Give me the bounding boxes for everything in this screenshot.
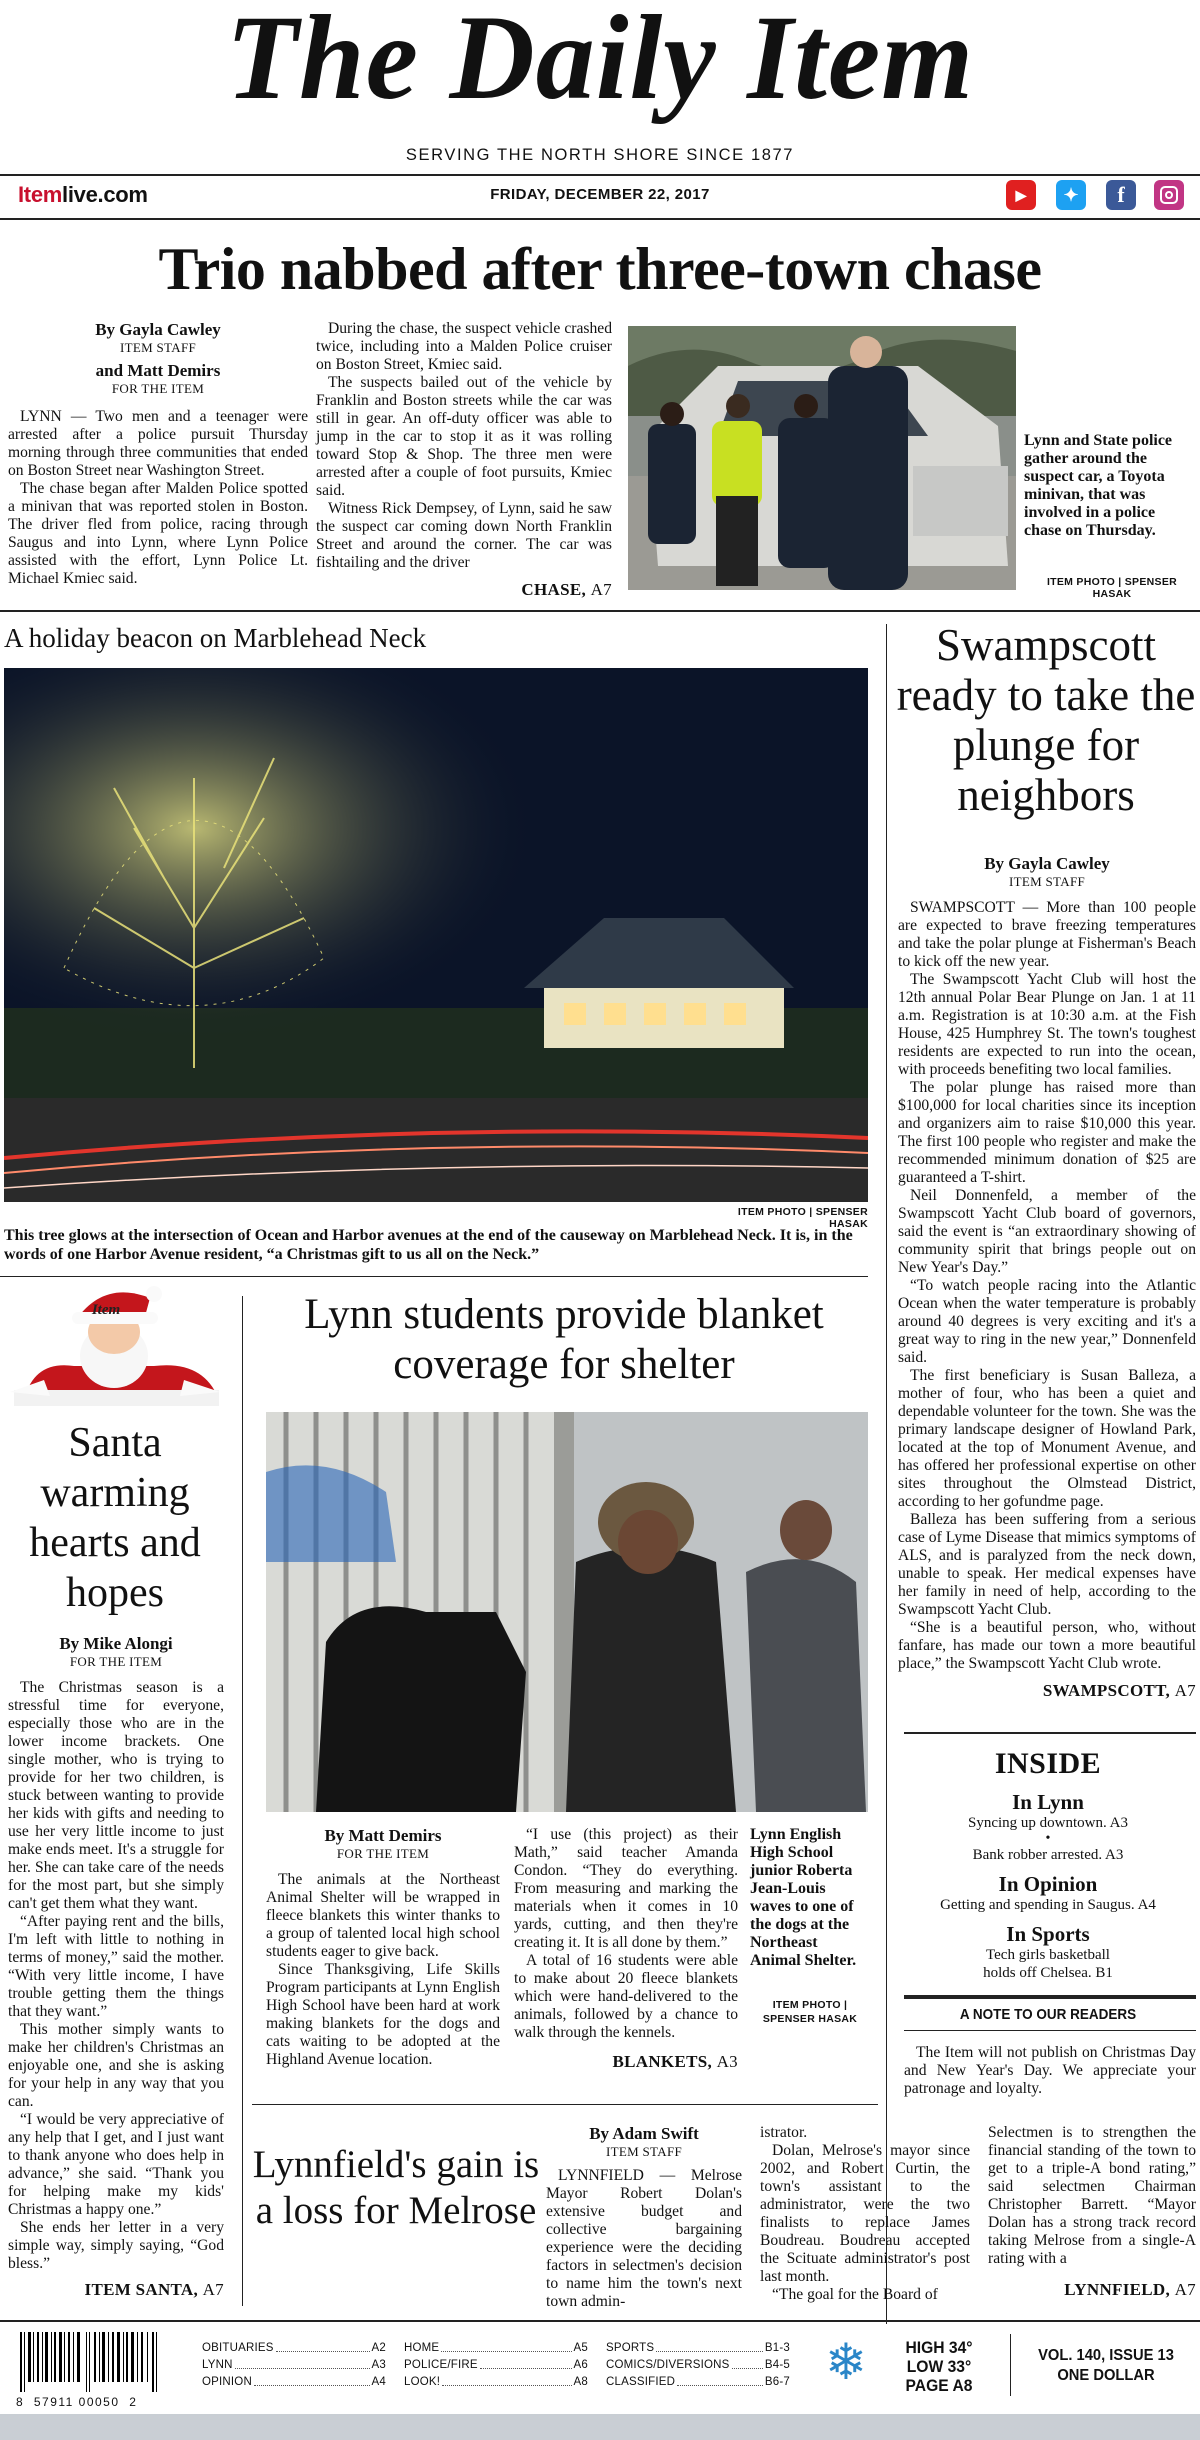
blankets-col1-text: The animals at the Northeast Animal Shelter will be wrapped in fleece blankets this winter thanks to a group of talented local high school students eager to give back. Since Thanksgiving, Life Skills Program participants at Lynn English High School have been hard at work making blankets for the dogs and cats waiting to be adopted at the Highland Avenue location. xyxy=(266,1871,500,2068)
lynnfield-rule xyxy=(252,2104,878,2105)
blankets-headline[interactable]: Lynn students provide blanket coverage for shelter xyxy=(304,1291,824,1388)
lynnfield-byline: By Adam Swift xyxy=(589,2124,699,2143)
lead-col2-text: During the chase, the suspect vehicle crashed twice, including into a Malden Police cruiser on Boston Street, Kmiec said. The suspects bailed out of the vehicle by Franklin and Boston streets while the car was still in gear. An off-duty officer was able to jump in the car to stop it as it was rolling toward Stop & Shop. The three men were arrested after a couple of foot pursuits, Kmiec said. Witness Rick Dempsey, of Lynn, said he saw the suspect car coming down North Franklin Street and around the corner. The car was fishtailing and the driver xyxy=(316,320,612,571)
lynnfield-col2-text: istrator. Dolan, Melrose's mayor since 2002, and Robert Curtin, the town's assistant to the administrator, were the two finalists to replace James Boudreau. Boudreau accepted the Scituate administrator's post last month. “The goal for the Board of xyxy=(760,2124,970,2303)
blankets-role: FOR THE ITEM xyxy=(336,1846,430,1861)
lead-role-1: ITEM STAFF xyxy=(120,340,196,355)
right-column-rule xyxy=(886,624,887,2324)
inside-rule xyxy=(904,1732,1196,1734)
swampscott-story xyxy=(898,854,1196,1701)
twitter-icon[interactable]: ✦ xyxy=(1056,180,1086,210)
issue-date: FRIDAY, DECEMBER 22, 2017 xyxy=(490,186,710,203)
lynnfield-col1-text: LYNNFIELD — Melrose Mayor Robert Dolan's extensive budget and collective bargaining experience were the deciding factors in selectmen's decision to name him the town's next town admin- xyxy=(546,2167,742,2310)
blankets-byline: By Matt Demirs xyxy=(324,1826,442,1845)
beacon-credit: ITEM PHOTO | SPENSER HASAK xyxy=(737,1206,868,1230)
beacon-caption: This tree glows at the intersection of Ocean and Harbor avenues at the end of the causeway on Marblehead Neck. It is, in the words of one Harbor Avenue resident, “a Christmas gift to us all on the Neck.” xyxy=(4,1227,853,1263)
beacon-rule xyxy=(0,1276,868,1277)
footer-index-col-1 xyxy=(202,2340,386,2391)
footer-rule xyxy=(0,2320,1200,2322)
beacon-headline[interactable]: A holiday beacon on Marblehead Neck xyxy=(4,623,427,653)
index-row[interactable]: LOOK! A8 xyxy=(404,2376,588,2388)
inside-section-opinion: In Opinion xyxy=(998,1872,1098,1896)
footer-divider xyxy=(1010,2334,1011,2396)
site-link[interactable]: Itemlive.com xyxy=(18,182,148,207)
lead-jump[interactable]: CHASE, A7 xyxy=(521,580,612,599)
inside-item[interactable]: holds off Chelsea. B1 xyxy=(983,1965,1113,1981)
santa-byline: By Mike Alongi xyxy=(59,1634,173,1653)
inside-item[interactable]: Bank robber arrested. A3 xyxy=(972,1847,1124,1863)
snowflake-icon: ❄ xyxy=(825,2334,867,2390)
barcode xyxy=(16,2332,164,2409)
santa-text: The Christmas season is a stressful time for everyone, especially those who are in the lower income brackets. One single mother, who is trying to provide for her two children, is stuck between wanting to provide her kids with gifts and needing to use her very little income to just make ends meet. It's a struggle for her. She can take care of the needs for the most part, but she simply can't get them what they want. “After paying rent and the bills, I'm left with little to nothing in terms of money,” said the mother. “With very little income, I have trouble getting them the things that they want.” This mother simply wants to make her children's Christmas an enjoyable one, and she is asking for your help in any way that you can. “I would be very appreciative of any help that I get, and I just want to thank anyone who does help in advance,” she said. “Thank you for helping make my kids' Christmas a happy one.” She ends her letter in a very simple way, simply saying, “God bless.” xyxy=(8,1679,224,2272)
santa-role: FOR THE ITEM xyxy=(69,1654,163,1669)
blankets-col-1 xyxy=(266,1826,500,2069)
masthead-rule-bottom xyxy=(0,218,1200,220)
swampscott-byline: By Gayla Cawley xyxy=(984,854,1110,873)
blankets-col-2 xyxy=(514,1826,738,2072)
lead-rule xyxy=(0,610,1200,612)
inside-section-lynn: In Lynn xyxy=(1012,1790,1084,1814)
volume-box xyxy=(1023,2346,1189,2386)
blankets-jump[interactable]: BLANKETS, A3 xyxy=(612,2052,738,2071)
lynnfield-headline[interactable]: Lynnfield's gain is a loss for Melrose xyxy=(252,2143,540,2232)
lead-col-2 xyxy=(316,320,612,600)
lynnfield-role: ITEM STAFF xyxy=(606,2144,682,2159)
santa-jump[interactable]: ITEM SANTA, A7 xyxy=(84,2280,224,2299)
price: ONE DOLLAR xyxy=(1057,2367,1155,2384)
swampscott-role: ITEM STAFF xyxy=(1009,874,1085,889)
lead-role-2: FOR THE ITEM xyxy=(111,381,205,396)
index-row[interactable]: HOME A5 xyxy=(404,2342,588,2354)
blankets-credit: ITEM PHOTO | SPENSER HASAK xyxy=(762,1999,858,2025)
note-title: A NOTE TO OUR READERS xyxy=(959,2006,1137,2023)
lead-col-1 xyxy=(8,320,308,588)
index-row[interactable]: SPORTS B1-3 xyxy=(606,2342,790,2354)
santa-hat-label: Item xyxy=(91,1302,121,1318)
masthead-tagline: SERVING THE NORTH SHORE SINCE 1877 xyxy=(405,146,795,164)
index-row[interactable]: LYNN A3 xyxy=(202,2359,386,2371)
lead-headline[interactable]: Trio nabbed after three-town chase xyxy=(158,236,1042,302)
bottom-strip xyxy=(0,2414,1200,2440)
weather-low: LOW 33° xyxy=(906,2357,972,2376)
santa-column-rule xyxy=(242,1296,243,2306)
volume-issue: VOL. 140, ISSUE 13 xyxy=(1038,2347,1174,2364)
facebook-icon[interactable]: f xyxy=(1106,180,1136,210)
lead-byline-1: By Gayla Cawley xyxy=(95,320,221,339)
note-text: The Item will not publish on Christmas Day and New Year's Day. We appreciate your patronage and loyalty. xyxy=(904,2044,1196,2097)
index-row[interactable]: COMICS/DIVERSIONS B4-5 xyxy=(606,2359,790,2371)
santa-illustration xyxy=(4,1280,226,1406)
lynnfield-col3-text: Selectmen is to strengthen the financial standing of the town to get to a triple-A bond rating,” said selectmen Chairman Christopher Barrett. “Mayor Dolan has a strong track record taking Melrose from a single-A rating with a xyxy=(988,2124,1196,2267)
lead-photo xyxy=(628,326,1016,590)
beacon-photo xyxy=(4,668,868,1202)
youtube-icon[interactable]: ▶ xyxy=(1006,180,1036,210)
lynnfield-col-1 xyxy=(546,2124,742,2311)
note-title-rule xyxy=(904,2030,1196,2031)
index-row[interactable]: POLICE/FIRE A6 xyxy=(404,2359,588,2371)
masthead-title: The Daily Item xyxy=(225,0,975,125)
inside-item[interactable]: Getting and spending in Saugus. A4 xyxy=(940,1897,1156,1913)
blankets-caption: Lynn English High School junior Roberta Jean-Louis waves to one of the dogs at the Northeast Animal Shelter. xyxy=(750,1826,857,1969)
inside-section-sports: In Sports xyxy=(1006,1922,1090,1946)
index-row[interactable]: CLASSIFIED B6-7 xyxy=(606,2376,790,2388)
santa-headline[interactable]: Santa warming hearts and hopes xyxy=(29,1420,201,1616)
lead-credit: ITEM PHOTO | SPENSER HASAK xyxy=(1046,576,1178,600)
weather-high: HIGH 34° xyxy=(905,2338,973,2357)
index-row[interactable]: OPINION A4 xyxy=(202,2376,386,2388)
weather-page: PAGE A8 xyxy=(905,2376,973,2395)
inside-title: INSIDE xyxy=(994,1747,1102,1780)
bullet-icon: • xyxy=(1045,1831,1051,1846)
barcode-digits: 8 57911 00050 2 xyxy=(16,2395,138,2409)
footer-index-col-2 xyxy=(404,2340,588,2391)
inside-item[interactable]: Tech girls basketball xyxy=(986,1947,1110,1963)
index-row[interactable]: OBITUARIES A2 xyxy=(202,2342,386,2354)
blankets-col2-text: “I use (this project) as their Math,” said teacher Amanda Condon. “They do everything. From measuring and marking the materials when it comes in 10 yards, cutting, and then they're creating it. It is all done by them.” A total of 16 students were able to make about 20 fleece blankets which were hand-delivered to the animals, followed by a chance to walk through the kennels. xyxy=(514,1826,738,2041)
swampscott-text: SWAMPSCOTT — More than 100 people are expected to brave freezing temperatures and take the polar plunge at Fisherman's Beach to kick off the new year. The Swampscott Yacht Club will host the 12th annual Polar Bear Plunge on Jan. 1 at 11 a.m. Registration is at 10:30 a.m. at the Fish House, 425 Humphrey St. The town's toughest residents are expected to run into the ocean, with proceeds benefiting two local families. The polar plunge has raised more than $100,000 for local charities since its inception and organizers aim to raise $10,000 this year. The first 100 people who register and make the recommended minimum donation of $25 are guaranteed a T-shirt. Neil Donnenfeld, a member of the Swampscott Yacht Club board of governors, said the event is “an extraordinary showing of community spirit that brings people out on New Year's Day.” “To watch people racing into the Atlantic Ocean when the water temperature is probably around 40 degrees is very exciting and it's a great way to ring in the new year,” Donnenfeld said. The first beneficiary is Susan Balleza, a mother of four, who has been a quiet and dependable volunteer for the town. She was the primary landscape designer of Howland Park, located at the top of Monument Avenue, and has offered her professional expertise on other sites throughout the Olmstead District, according to her gofundme page. Balleza has been suffering from a serious case of Lyme Disease that mimics symptoms of ALS, and is paralyzed from the neck down, unable to speak. Her medical expenses have her family in need of help, according to the Swampscott Yacht Club. “She is a beautiful person, who, without fanfare, has made our town a more beautiful place,” the Swampscott Yacht Club wrote. xyxy=(898,899,1196,1672)
inside-item[interactable]: Syncing up downtown. A3 xyxy=(967,1815,1128,1831)
inside-box xyxy=(900,1746,1196,1982)
footer-index-col-3 xyxy=(606,2340,790,2391)
lynnfield-jump[interactable]: LYNNFIELD, A7 xyxy=(1064,2280,1196,2299)
instagram-icon[interactable] xyxy=(1154,180,1184,210)
masthead-rule-top xyxy=(0,174,1200,176)
note-rule xyxy=(904,1995,1196,1999)
lead-byline-2: and Matt Demirs xyxy=(95,361,221,380)
weather-box xyxy=(885,2338,994,2395)
blankets-photo xyxy=(266,1412,868,1812)
swampscott-headline[interactable]: Swampscott ready to take the plunge for neighbors xyxy=(896,620,1196,820)
swampscott-jump[interactable]: SWAMPSCOTT, A7 xyxy=(1042,1681,1196,1700)
santa-story xyxy=(8,1634,224,2273)
lead-caption: Lynn and State police gather around the suspect car, a Toyota minivan, that was involved in a police chase on Thursday. xyxy=(1024,432,1173,539)
lead-col1-text: LYNN — Two men and a teenager were arrested after a police pursuit Thursday morning through three communities that ended on Boston Street near Washington Street. The chase began after Malden Police spotted a minivan that was reported stolen in Boston. The driver fled from police, racing through Saugus and into Lynn, where Lynn Police assisted with the effort, Lynn Police Lt. Michael Kmiec said. xyxy=(8,408,308,587)
